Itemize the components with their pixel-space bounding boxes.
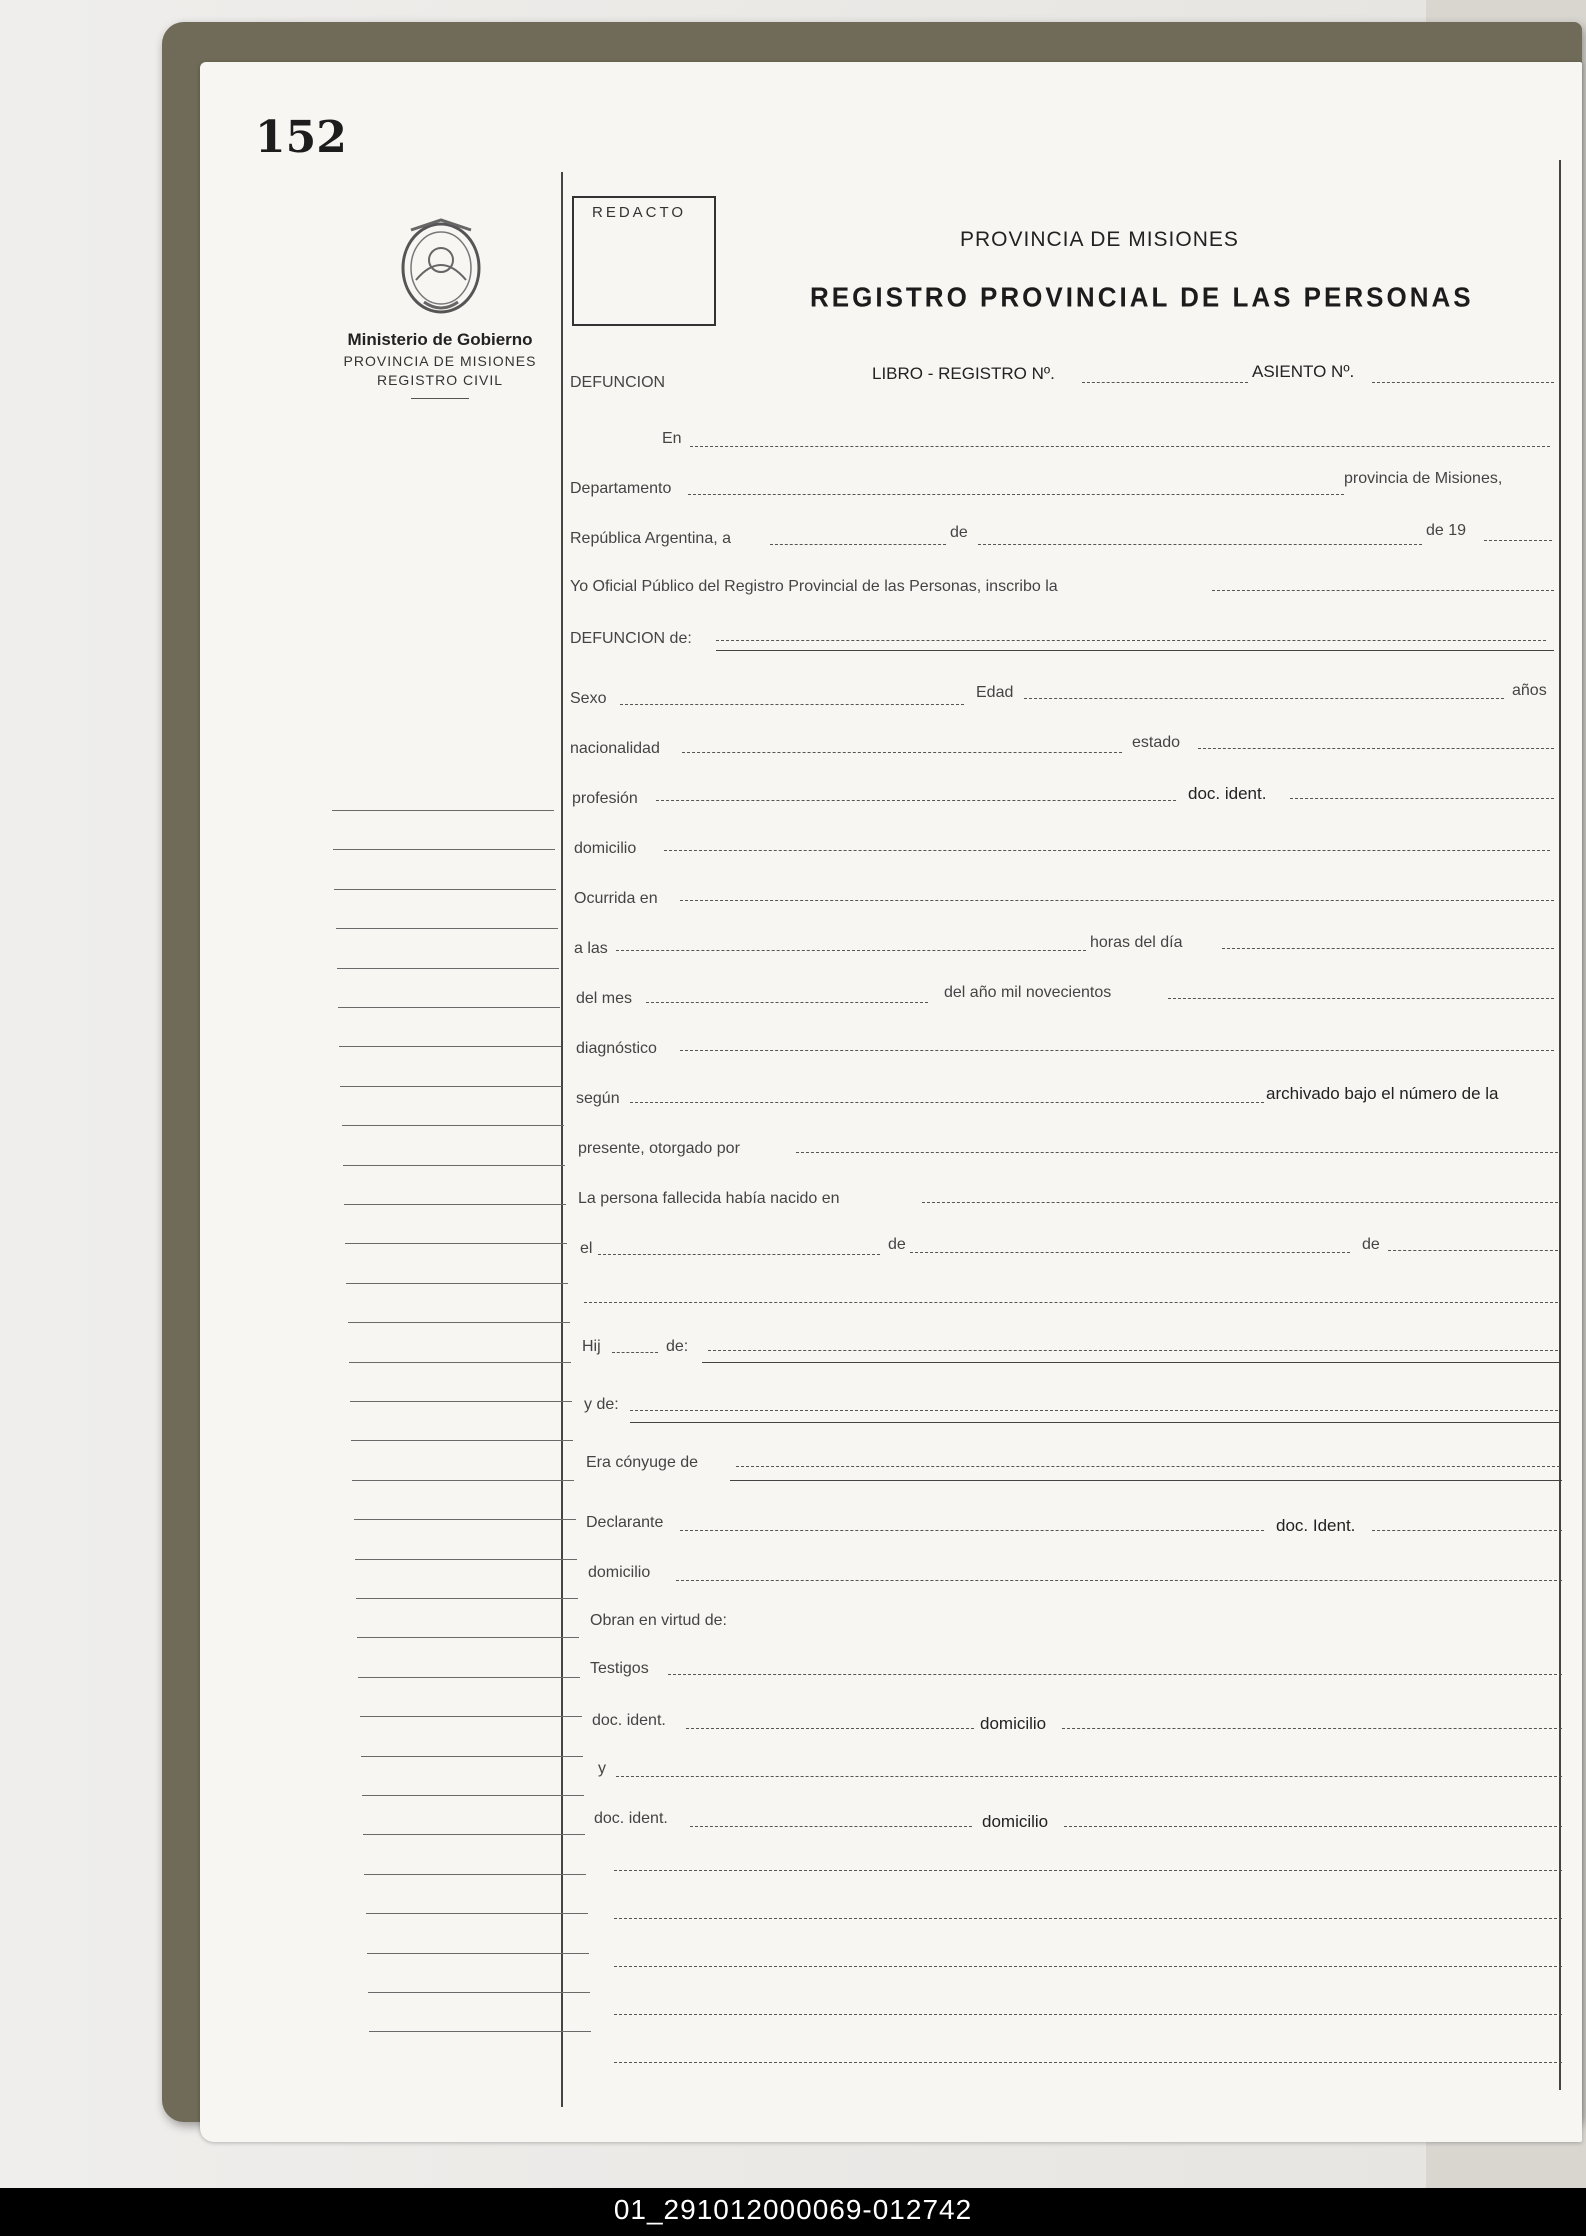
year-field[interactable]	[1484, 540, 1552, 541]
testigo-1-domicilio-field[interactable]	[1062, 1728, 1562, 1729]
estado-label: estado	[1132, 734, 1181, 751]
notes-line[interactable]	[614, 1870, 1562, 1871]
ministry-divider	[411, 398, 469, 399]
testigo-1-doc-label: doc. ident.	[592, 1712, 666, 1729]
hora-field[interactable]	[616, 950, 1086, 951]
testigo-1-field[interactable]	[668, 1674, 1562, 1675]
year-prefix-label: de 19	[1426, 522, 1467, 539]
margin-rule-line	[354, 1519, 576, 1520]
diagnostico-label: diagnóstico	[576, 1040, 657, 1057]
margin-divider	[561, 172, 563, 2107]
margin-rule-line	[337, 968, 559, 969]
notes-line[interactable]	[614, 1966, 1562, 1967]
conyuge-underline	[730, 1480, 1562, 1481]
declarante-label: Declarante	[586, 1514, 664, 1531]
del-ano-label: del año mil novecientos	[944, 984, 1112, 1001]
a-las-label: a las	[574, 940, 608, 957]
father-underline	[702, 1362, 1560, 1363]
margin-rule-line	[356, 1598, 578, 1599]
margin-rule-line	[362, 1795, 584, 1796]
margin-rule-line	[345, 1243, 567, 1244]
birth-de-year-label: de	[1362, 1236, 1380, 1253]
testigo-2-doc-label: doc. ident.	[594, 1810, 668, 1827]
domicilio-field[interactable]	[664, 850, 1550, 851]
birth-year-field[interactable]	[1388, 1250, 1558, 1251]
ano-field[interactable]	[1168, 998, 1554, 999]
testigo-1-doc-field[interactable]	[686, 1728, 974, 1729]
estado-field[interactable]	[1198, 748, 1554, 749]
departamento-field[interactable]	[688, 494, 1344, 495]
day-field[interactable]	[770, 544, 946, 545]
presente-label: presente, otorgado por	[578, 1140, 740, 1157]
margin-rule-line	[346, 1283, 568, 1284]
de-month-label: de	[950, 524, 968, 541]
en-field[interactable]	[690, 446, 1550, 447]
diagnostico-field[interactable]	[680, 1050, 1554, 1051]
obran-label: Obran en virtud de:	[590, 1612, 727, 1629]
segun-field[interactable]	[630, 1102, 1264, 1103]
redacto-box	[572, 196, 716, 326]
departamento-label: Departamento	[570, 480, 672, 497]
testigo-1-domicilio-label: domicilio	[980, 1714, 1047, 1733]
testigos-label: Testigos	[590, 1660, 649, 1677]
margin-rule-line	[360, 1716, 582, 1717]
segun-label: según	[576, 1090, 620, 1107]
inscribo-field[interactable]	[1212, 590, 1554, 591]
margin-rule-line	[334, 889, 556, 890]
margin-rule-line	[355, 1559, 577, 1560]
redacto-label: REDACTO	[592, 204, 687, 221]
edad-label: Edad	[976, 684, 1014, 701]
margin-rule-line	[369, 2031, 591, 2032]
dia-field[interactable]	[1222, 948, 1554, 949]
otorgado-por-field[interactable]	[796, 1152, 1558, 1153]
edad-field[interactable]	[1024, 698, 1504, 699]
margin-rule-line	[340, 1086, 562, 1087]
margin-rule-line	[351, 1440, 573, 1441]
conyuge-field[interactable]	[736, 1466, 1560, 1467]
asiento-field[interactable]	[1372, 382, 1554, 383]
margin-rule-line	[333, 849, 555, 850]
province-heading: PROVINCIA DE MISIONES	[960, 228, 1239, 251]
deceased-name-underline	[716, 650, 1554, 651]
y-de-label: y de:	[584, 1396, 619, 1413]
notes-line[interactable]	[614, 1918, 1562, 1919]
archivado-label: archivado bajo el número de la	[1266, 1084, 1499, 1103]
domicilio-label: domicilio	[574, 840, 637, 857]
libro-label: LIBRO - REGISTRO Nº.	[872, 364, 1055, 383]
margin-rule-line	[348, 1322, 570, 1323]
image-id-label: 01_291012000069-012742	[613, 2194, 973, 2225]
en-label: En	[662, 430, 682, 447]
birth-day-field[interactable]	[598, 1254, 880, 1255]
notes-line[interactable]	[614, 2062, 1562, 2063]
registry-title: REGISTRO PROVINCIAL DE LAS PERSONAS	[810, 281, 1474, 313]
testigo-2-doc-field[interactable]	[690, 1826, 972, 1827]
yo-oficial-label: Yo Oficial Público del Registro Provincial de las Personas, inscribo la	[570, 578, 1058, 595]
conyuge-label: Era cónyuge de	[586, 1454, 699, 1471]
margin-rule-line	[344, 1204, 566, 1205]
hij-suffix-field[interactable]	[612, 1352, 658, 1353]
declarante-domicilio-field[interactable]	[676, 1580, 1562, 1581]
sexo-label: Sexo	[570, 690, 607, 707]
asiento-label: ASIENTO Nº.	[1252, 362, 1355, 381]
el-label: el	[580, 1240, 593, 1257]
ministry-heading	[310, 330, 570, 399]
nacido-en-label: La persona fallecida había nacido en	[578, 1190, 840, 1207]
ministry-name: Ministerio de Gobierno	[347, 330, 533, 349]
margin-rule-line	[368, 1992, 590, 1993]
margin-rule-line	[361, 1756, 583, 1757]
testigo-2-domicilio-field[interactable]	[1064, 1826, 1562, 1827]
provincia-misiones-label: provincia de Misiones,	[1344, 470, 1503, 487]
ocurrida-en-field[interactable]	[680, 900, 1554, 901]
profesion-label: profesión	[572, 790, 638, 807]
testigo-2-domicilio-label: domicilio	[982, 1812, 1049, 1831]
libro-field[interactable]	[1082, 382, 1248, 383]
margin-rule-line	[357, 1637, 579, 1638]
margin-rule-line	[366, 1913, 588, 1914]
nacionalidad-field[interactable]	[682, 752, 1122, 753]
margin-rule-line	[363, 1834, 585, 1835]
margin-rule-line	[367, 1953, 589, 1954]
right-border-line	[1559, 160, 1561, 2090]
margin-rule-line	[342, 1125, 564, 1126]
nacionalidad-label: nacionalidad	[570, 740, 660, 757]
margin-rule-line	[343, 1165, 565, 1166]
mother-underline	[630, 1422, 1560, 1423]
hij-label: Hij	[582, 1338, 601, 1355]
margin-rule-line	[336, 928, 558, 929]
profesion-field[interactable]	[656, 800, 1176, 801]
page-number: 152	[255, 112, 347, 163]
defuncion-de-label: DEFUNCION de:	[570, 630, 692, 647]
father-field[interactable]	[708, 1350, 1558, 1351]
declarante-doc-field[interactable]	[1372, 1530, 1562, 1531]
declarante-field[interactable]	[680, 1530, 1264, 1531]
margin-rule-line	[349, 1362, 571, 1363]
del-mes-label: del mes	[576, 990, 633, 1007]
ocurrida-en-label: Ocurrida en	[574, 890, 658, 907]
margin-rule-line	[338, 1007, 560, 1008]
margin-rule-line	[339, 1046, 561, 1047]
month-field[interactable]	[978, 544, 1422, 545]
act-type-label: DEFUNCION	[570, 374, 666, 391]
margin-rule-line	[358, 1677, 580, 1678]
hij-de-label: de:	[666, 1338, 689, 1355]
birth-extra-line[interactable]	[584, 1302, 1558, 1303]
y-label: y	[598, 1760, 606, 1777]
horas-del-dia-label: horas del día	[1090, 934, 1183, 951]
margin-rule-line	[352, 1480, 574, 1481]
notes-line[interactable]	[614, 2014, 1562, 2015]
doc-ident-label: doc. ident.	[1188, 784, 1267, 803]
mother-field[interactable]	[630, 1410, 1558, 1411]
margin-rule-line	[332, 810, 554, 811]
ministry-province: PROVINCIA DE MISIONES	[343, 353, 537, 369]
declarante-doc-label: doc. Ident.	[1276, 1516, 1356, 1535]
testigo-2-field[interactable]	[616, 1776, 1562, 1777]
nacido-en-field[interactable]	[922, 1202, 1558, 1203]
anos-label: años	[1512, 682, 1547, 699]
deceased-name-field[interactable]	[716, 640, 1546, 641]
mes-field[interactable]	[646, 1002, 928, 1003]
footer-bar	[0, 2188, 1586, 2236]
declarante-domicilio-label: domicilio	[588, 1564, 651, 1581]
margin-rule-line	[350, 1401, 572, 1402]
doc-ident-field[interactable]	[1290, 798, 1554, 799]
coat-of-arms-icon	[396, 210, 486, 320]
republica-label: República Argentina, a	[570, 530, 731, 547]
birth-de-label: de	[888, 1236, 906, 1253]
birth-month-field[interactable]	[910, 1252, 1350, 1253]
ministry-registry: REGISTRO CIVIL	[376, 372, 504, 388]
margin-rule-line	[364, 1874, 586, 1875]
sexo-field[interactable]	[620, 704, 964, 705]
